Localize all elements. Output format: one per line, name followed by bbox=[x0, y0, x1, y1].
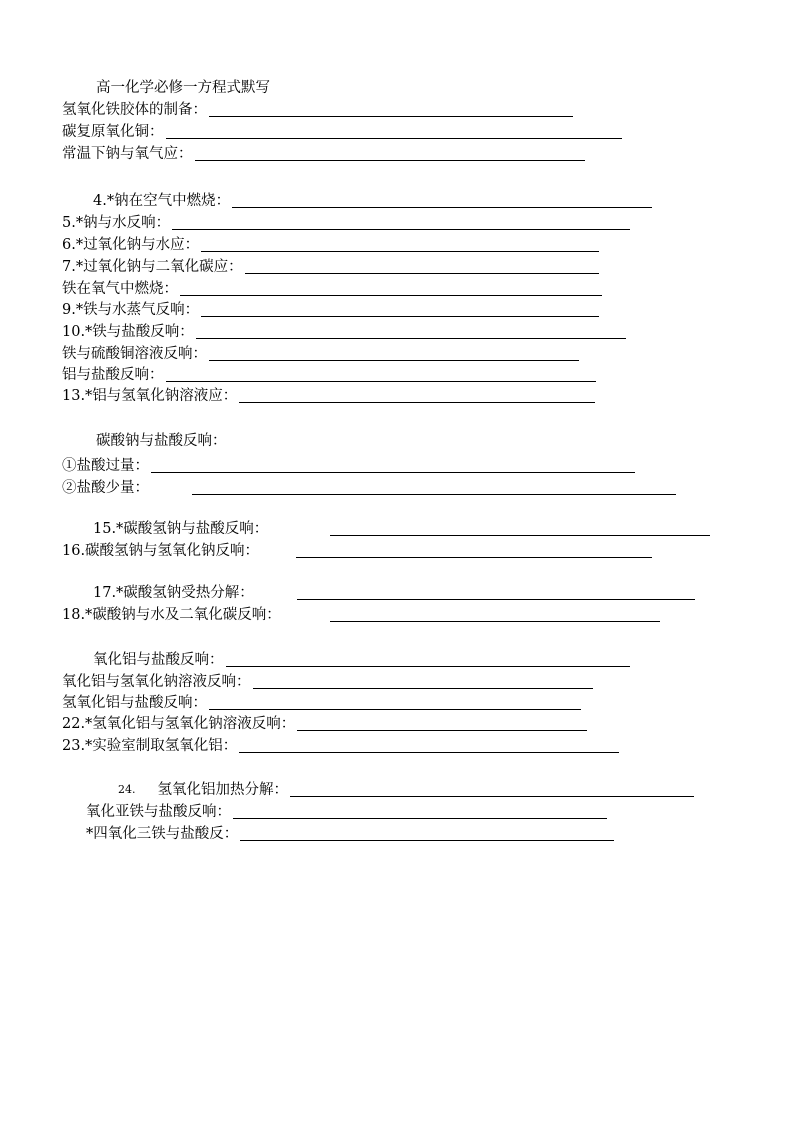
answer-blank[interactable] bbox=[226, 652, 630, 667]
answer-blank[interactable] bbox=[166, 367, 596, 382]
exercise-label: 10.*铁与盐酸反响： bbox=[62, 324, 194, 340]
exercise-line bbox=[93, 191, 652, 211]
exercise-line bbox=[86, 824, 614, 844]
answer-blank[interactable] bbox=[196, 324, 626, 339]
exercise-line bbox=[86, 802, 607, 822]
exercise-line bbox=[62, 257, 599, 277]
exercise-label: ①盐酸过量： bbox=[62, 458, 149, 474]
section-heading: 碳酸钠与盐酸反响： bbox=[96, 433, 227, 449]
exercise-line bbox=[62, 736, 619, 756]
answer-blank[interactable] bbox=[296, 543, 652, 558]
exercise-line bbox=[93, 519, 710, 539]
exercise-line bbox=[62, 693, 581, 713]
exercise-label: 铝与盐酸反响： bbox=[62, 367, 164, 383]
answer-blank[interactable] bbox=[166, 124, 622, 139]
exercise-label: 氧化铝与盐酸反响： bbox=[93, 652, 224, 668]
exercise-line bbox=[62, 714, 587, 734]
answer-blank[interactable] bbox=[209, 346, 579, 361]
answer-blank[interactable] bbox=[330, 607, 660, 622]
answer-blank[interactable] bbox=[201, 237, 599, 252]
answer-blank[interactable] bbox=[240, 826, 614, 841]
exercise-label: 9.*铁与水蒸气反响： bbox=[62, 302, 200, 318]
exercise-label: 氢氧化铝与盐酸反响： bbox=[62, 695, 207, 711]
answer-blank[interactable] bbox=[290, 782, 694, 797]
answer-blank[interactable] bbox=[232, 193, 652, 208]
exercise-label: ②盐酸少量： bbox=[62, 480, 149, 496]
exercise-label: 铁与硫酸铜溶液反响： bbox=[62, 346, 207, 362]
exercise-line bbox=[62, 541, 652, 561]
answer-blank[interactable] bbox=[239, 738, 619, 753]
answer-blank[interactable] bbox=[151, 458, 635, 473]
exercise-label: 常温下钠与氧气应： bbox=[62, 146, 193, 162]
answer-blank[interactable] bbox=[245, 259, 599, 274]
exercise-line bbox=[93, 650, 630, 670]
exercise-label: 铁在氧气中燃烧： bbox=[62, 281, 178, 297]
exercise-line bbox=[62, 100, 573, 120]
answer-blank[interactable] bbox=[172, 215, 630, 230]
exercise-label: 18.*碳酸钠与水及二氧化碳反响： bbox=[62, 607, 281, 623]
exercise-label: 4.*钠在空气中燃烧： bbox=[93, 193, 231, 209]
answer-blank[interactable] bbox=[297, 585, 695, 600]
exercise-line bbox=[62, 144, 585, 164]
exercise-line bbox=[62, 365, 596, 385]
exercise-label: 碳复原氧化铜： bbox=[62, 124, 164, 140]
exercise-line bbox=[62, 605, 660, 625]
answer-blank[interactable] bbox=[297, 716, 587, 731]
answer-blank[interactable] bbox=[209, 695, 581, 710]
exercise-label: 15.*碳酸氢钠与盐酸反响： bbox=[93, 521, 269, 537]
exercise-line bbox=[118, 780, 694, 800]
exercise-label: 23.*实验室制取氢氧化铝： bbox=[62, 738, 238, 754]
exercise-line bbox=[62, 213, 630, 233]
exercise-line bbox=[62, 279, 602, 299]
exercise-label: 6.*过氧化钠与水应： bbox=[62, 237, 200, 253]
exercise-line bbox=[62, 386, 595, 406]
exercise-label: 氢氧化铝加热分解： bbox=[157, 782, 288, 798]
answer-blank[interactable] bbox=[201, 302, 599, 317]
answer-blank[interactable] bbox=[209, 102, 573, 117]
exercise-line bbox=[62, 235, 599, 255]
answer-blank[interactable] bbox=[195, 146, 585, 161]
exercise-line bbox=[62, 300, 599, 320]
answer-blank[interactable] bbox=[253, 674, 593, 689]
exercise-label: 氢氧化铁胶体的制备： bbox=[62, 102, 207, 118]
exercise-label: 氧化亚铁与盐酸反响： bbox=[86, 804, 231, 820]
answer-blank[interactable] bbox=[192, 480, 676, 495]
item-number: 24. bbox=[118, 783, 136, 796]
answer-blank[interactable] bbox=[180, 281, 602, 296]
page-title: 高一化学必修一方程式默写 bbox=[96, 80, 270, 96]
answer-blank[interactable] bbox=[233, 804, 607, 819]
exercise-label: 17.*碳酸氢钠受热分解： bbox=[93, 585, 254, 601]
exercise-label: 22.*氢氧化铝与氢氧化钠溶液反响： bbox=[62, 716, 296, 732]
exercise-label: 16.碳酸氢钠与氢氧化钠反响： bbox=[62, 543, 260, 559]
exercise-label: 氧化铝与氢氧化钠溶液反响： bbox=[62, 674, 251, 690]
exercise-label: 7.*过氧化钠与二氧化碳应： bbox=[62, 259, 243, 275]
exercise-line bbox=[62, 478, 676, 498]
exercise-label: 13.*铝与氢氧化钠溶液应： bbox=[62, 388, 238, 404]
exercise-line bbox=[62, 322, 626, 342]
exercise-line bbox=[62, 456, 635, 476]
exercise-label: *四氧化三铁与盐酸反： bbox=[86, 826, 239, 842]
exercise-line bbox=[62, 122, 622, 142]
answer-blank[interactable] bbox=[330, 521, 710, 536]
exercise-label: 5.*钠与水反响： bbox=[62, 215, 171, 231]
exercise-line bbox=[62, 672, 593, 692]
exercise-line bbox=[93, 583, 695, 603]
exercise-line bbox=[62, 344, 579, 364]
answer-blank[interactable] bbox=[239, 388, 595, 403]
